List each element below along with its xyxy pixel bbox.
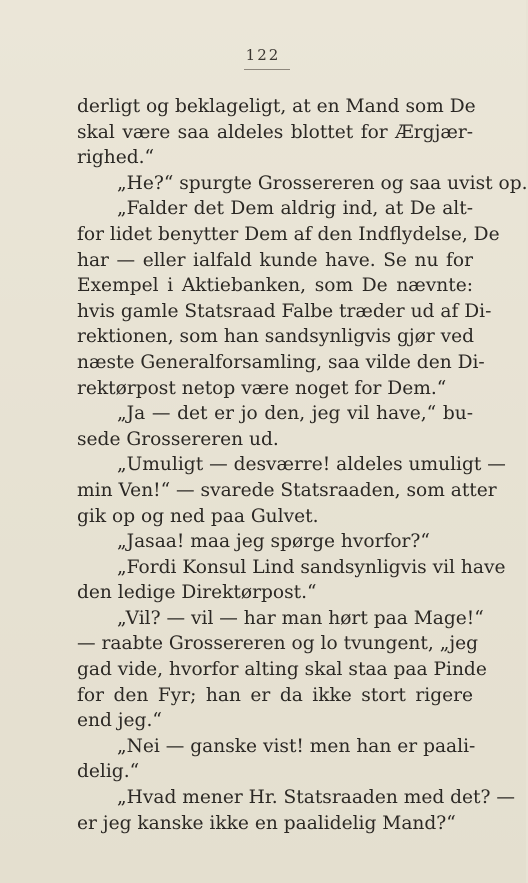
text-line: den ledige Direktørpost.“ xyxy=(77,582,317,604)
page-number: 122 xyxy=(245,46,281,64)
text-line: Exempel i Aktiebanken, som De nævnte: xyxy=(77,275,473,297)
text-line: gik op og ned paa Gulvet. xyxy=(77,505,319,527)
text-line: „Hvad mener Hr. Statsraaden med det? — xyxy=(117,787,516,809)
text-line: delig.“ xyxy=(77,761,140,783)
text-line: „Umuligt — desværre! aldeles umuligt — xyxy=(117,454,506,476)
text-line: — raabte Grossereren og lo tvungent, „jeg xyxy=(77,633,479,655)
text-line: min Ven!“ — svarede Statsraaden, som atter xyxy=(77,479,497,501)
text-line: „Vil? — vil — har man hørt paa Mage!“ xyxy=(117,607,484,629)
text-line: derligt og beklageligt, at en Mand som De xyxy=(77,96,476,117)
text-line: næste Generalforsamling, saa vilde den Di- xyxy=(77,351,485,373)
text-line: har — eller ialfald kunde have. Se nu for xyxy=(77,249,473,271)
page-number-rule xyxy=(244,69,290,70)
text-line: „Jasaa! maa jeg spørge hvorfor?“ xyxy=(117,531,430,553)
text-line: for den Fyr; han er da ikke stort rigere xyxy=(77,684,473,706)
text-line: righed.“ xyxy=(77,147,155,169)
text-line: er jeg kanske ikke en paalidelig Mand?“ xyxy=(77,812,456,834)
text-line: sede Grossereren ud. xyxy=(77,428,279,450)
text-line: „Fordi Konsul Lind sandsynligvis vil have xyxy=(117,556,506,578)
text-line: rektionen, som han sandsynligvis gjør ved xyxy=(77,326,475,348)
text-line: hvis gamle Statsraad Falbe træder ud af Di- xyxy=(77,300,492,322)
text-line: „Ja — det er jo den, jeg vil have,“ bu- xyxy=(117,403,473,425)
text-line: end jeg.“ xyxy=(77,710,162,732)
text-line: skal være saa aldeles blottet for Ærgjær- xyxy=(77,121,473,143)
text-line: for lidet benytter Dem af den Indflydelse, De xyxy=(77,223,500,245)
text-line: „He?“ spurgte Grossereren og saa uvist op. xyxy=(117,172,528,194)
text-line: rektørpost netop være noget for Dem.“ xyxy=(77,377,447,399)
body-text xyxy=(77,94,528,836)
text-line: gad vide, hvorfor alting skal staa paa Pinde xyxy=(77,659,487,681)
text-line: „Falder det Dem aldrig ind, at De alt- xyxy=(117,198,473,220)
text-line: „Nei — ganske vist! men han er paali- xyxy=(117,735,476,757)
